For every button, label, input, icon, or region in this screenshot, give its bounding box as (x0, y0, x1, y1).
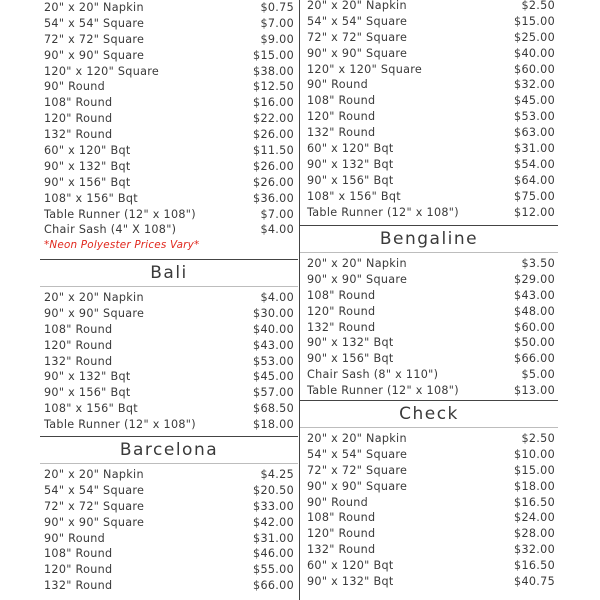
price-row (300, 189, 558, 205)
item-price: $16.00 (253, 96, 294, 110)
price-row (40, 0, 298, 16)
price-row (300, 93, 558, 109)
item-name: 90" x 156" Bqt (44, 175, 131, 189)
price-row (40, 191, 298, 207)
item-price: $68.50 (253, 402, 294, 416)
item-name: 132" Round (307, 320, 376, 334)
item-price: $12.00 (514, 205, 555, 219)
price-row (300, 335, 558, 351)
item-name: 72" x 72" Square (44, 499, 145, 513)
item-price: $36.00 (253, 191, 294, 205)
item-name: 108" Round (44, 547, 113, 561)
section-title-bengaline: Bengaline (379, 229, 479, 249)
item-price: $15.00 (514, 463, 555, 477)
price-row (300, 479, 558, 495)
item-price: $26.00 (253, 159, 294, 173)
item-price: $66.00 (253, 579, 294, 593)
item-price: $3.50 (521, 257, 555, 270)
price-row (40, 159, 298, 175)
price-row (40, 79, 298, 95)
item-price: $43.00 (514, 288, 555, 302)
price-row (300, 447, 558, 463)
price-row (300, 256, 558, 272)
item-name: 60" x 120" Bqt (44, 144, 131, 158)
price-row (40, 499, 298, 515)
item-name: 54" x 54" Square (307, 447, 408, 461)
item-price: $2.50 (521, 0, 555, 12)
item-name: 108" Round (44, 322, 113, 336)
price-row (300, 14, 558, 30)
price-row (300, 157, 558, 173)
price-row (300, 574, 558, 590)
price-row (40, 562, 298, 578)
item-price: $33.00 (253, 499, 294, 513)
item-name: 54" x 54" Square (44, 16, 145, 30)
price-row (300, 0, 558, 14)
item-price: $24.00 (514, 511, 555, 525)
item-price: $28.00 (514, 527, 555, 541)
price-row (300, 510, 558, 526)
item-price: $32.00 (514, 78, 555, 92)
price-row (300, 304, 558, 320)
item-price: $18.00 (514, 479, 555, 493)
price-row (300, 141, 558, 157)
item-price: $10.00 (514, 447, 555, 461)
item-name: 132" Round (307, 543, 376, 557)
section-bengaline (300, 225, 558, 399)
section-title-bali: Bali (150, 263, 188, 283)
item-price: $63.00 (514, 126, 555, 140)
item-price: $42.00 (253, 515, 294, 529)
item-price: $13.00 (514, 384, 555, 398)
item-price: $45.00 (514, 94, 555, 108)
price-row (300, 62, 558, 78)
item-name: 120" x 120" Square (44, 64, 160, 78)
item-price: $53.00 (514, 110, 555, 124)
item-price: $9.00 (260, 32, 294, 46)
price-row (300, 383, 558, 399)
item-price: $4.00 (260, 223, 294, 237)
price-row (40, 111, 298, 127)
item-price: $4.00 (260, 291, 294, 304)
item-name: 108" x 156" Bqt (44, 402, 138, 416)
item-name: 108" Round (307, 511, 376, 525)
item-price: $4.25 (260, 468, 294, 481)
item-name: 90" x 156" Bqt (44, 386, 131, 400)
section-bali (40, 259, 298, 433)
price-row (40, 338, 298, 354)
price-row (40, 290, 298, 306)
item-price: $15.00 (253, 48, 294, 62)
item-name: 90" x 90" Square (44, 306, 145, 320)
item-price: $11.50 (253, 144, 294, 158)
price-row (300, 46, 558, 62)
item-name: 132" Round (44, 354, 113, 368)
price-row (40, 95, 298, 111)
item-name: 132" Round (307, 126, 376, 140)
price-row (40, 175, 298, 191)
item-name: 90" x 90" Square (307, 46, 408, 60)
price-row (300, 367, 558, 383)
item-price: $20.50 (253, 483, 294, 497)
item-name: 20" x 20" Napkin (44, 291, 144, 304)
section-title-barcelona: Barcelona (119, 440, 219, 460)
item-price: $66.00 (514, 352, 555, 366)
price-row (40, 515, 298, 531)
item-name: 90" Round (307, 495, 369, 509)
item-price: $7.00 (260, 207, 294, 221)
item-name: 90" x 156" Bqt (307, 352, 394, 366)
item-name: 90" Round (307, 78, 369, 92)
item-price: $31.00 (514, 142, 555, 156)
price-row (40, 207, 298, 223)
item-price: $43.00 (253, 338, 294, 352)
item-price: $48.00 (514, 304, 555, 318)
item-name: 60" x 120" Bqt (307, 142, 394, 156)
item-name: 20" x 20" Napkin (307, 0, 407, 12)
price-row (40, 546, 298, 562)
item-price: $22.00 (253, 112, 294, 126)
item-name: 90" x 156" Bqt (307, 173, 394, 187)
price-row (40, 531, 298, 547)
price-row (40, 48, 298, 64)
item-name: Table Runner (12" x 108") (44, 207, 196, 221)
item-price: $15.00 (514, 14, 555, 28)
item-price: $54.00 (514, 157, 555, 171)
price-row (300, 109, 558, 125)
item-name: 72" x 72" Square (307, 463, 408, 477)
section-barcelona (40, 436, 298, 594)
item-name: 54" x 54" Square (44, 483, 145, 497)
item-price: $57.00 (253, 386, 294, 400)
price-row (40, 385, 298, 401)
price-row (300, 173, 558, 189)
item-name: Chair Sash (8" x 110") (307, 368, 439, 382)
item-price: $29.00 (514, 272, 555, 286)
item-price: $16.50 (514, 495, 555, 509)
item-price: $46.00 (253, 547, 294, 561)
item-price: $53.00 (253, 354, 294, 368)
item-price: $0.75 (260, 1, 294, 14)
item-name: 54" x 54" Square (307, 14, 408, 28)
price-row (300, 495, 558, 511)
price-row (300, 542, 558, 558)
item-price: $32.00 (514, 543, 555, 557)
item-name: 132" Round (44, 579, 113, 593)
item-name: 120" Round (44, 338, 113, 352)
item-name: 20" x 20" Napkin (307, 432, 407, 445)
item-name: 120" Round (44, 563, 113, 577)
item-price: $40.75 (514, 575, 555, 589)
section-title-check: Check (399, 404, 459, 424)
price-row (40, 578, 298, 594)
price-row (300, 463, 558, 479)
price-list-top-left (40, 0, 298, 253)
price-row (300, 351, 558, 367)
price-row (40, 401, 298, 417)
item-price: $55.00 (253, 563, 294, 577)
item-name: 90" x 132" Bqt (44, 159, 131, 173)
price-row (300, 526, 558, 542)
item-name: 20" x 20" Napkin (44, 1, 144, 14)
item-name: 90" x 132" Bqt (44, 370, 131, 384)
item-price: $38.00 (253, 64, 294, 78)
price-row (300, 431, 558, 447)
item-price: $50.00 (514, 336, 555, 350)
item-name: 120" Round (307, 527, 376, 541)
item-name: 108" Round (307, 94, 376, 108)
price-row (40, 483, 298, 499)
section-check (300, 400, 558, 590)
price-row (40, 354, 298, 370)
neon-price-note: *Neon Polyester Prices Vary* (44, 239, 200, 252)
price-row (300, 272, 558, 288)
price-row (40, 369, 298, 385)
item-price: $26.00 (253, 128, 294, 142)
price-row (40, 467, 298, 483)
item-price: $64.00 (514, 173, 555, 187)
item-name: 90" x 90" Square (307, 272, 408, 286)
price-list-top-right (300, 0, 558, 220)
item-price: $26.00 (253, 175, 294, 189)
item-price: $18.00 (253, 418, 294, 432)
item-name: Table Runner (12" x 108") (307, 384, 459, 398)
item-name: 20" x 20" Napkin (44, 468, 144, 481)
item-price: $16.50 (514, 559, 555, 573)
item-name: 90" x 132" Bqt (307, 575, 394, 589)
price-row (300, 558, 558, 574)
item-price: $40.00 (253, 322, 294, 336)
price-row (40, 306, 298, 322)
item-price: $5.00 (521, 368, 555, 382)
item-name: 72" x 72" Square (44, 32, 145, 46)
item-name: 108" x 156" Bqt (307, 189, 401, 203)
item-price: $40.00 (514, 46, 555, 60)
item-price: $45.00 (253, 370, 294, 384)
item-price: $60.00 (514, 62, 555, 76)
price-row (40, 127, 298, 143)
item-name: 108" Round (44, 96, 113, 110)
item-name: 120" Round (307, 304, 376, 318)
item-name: Chair Sash (4" X 108") (44, 223, 177, 237)
item-name: 120" Round (307, 110, 376, 124)
item-name: 90" x 90" Square (44, 48, 145, 62)
price-row (300, 77, 558, 93)
price-row (40, 417, 298, 433)
price-row (40, 222, 298, 238)
item-name: Table Runner (12" x 108") (307, 205, 459, 219)
item-price: $25.00 (514, 30, 555, 44)
price-row (300, 205, 558, 221)
item-price: $31.00 (253, 531, 294, 545)
item-price: $7.00 (260, 16, 294, 30)
price-row (40, 32, 298, 48)
item-price: $12.50 (253, 80, 294, 94)
item-name: 90" Round (44, 80, 106, 94)
price-row (40, 322, 298, 338)
item-name: 108" x 156" Bqt (44, 191, 138, 205)
item-name: 132" Round (44, 128, 113, 142)
price-row (300, 125, 558, 141)
item-name: 120" x 120" Square (307, 62, 423, 76)
item-name: 90" Round (44, 531, 106, 545)
item-name: 108" Round (307, 288, 376, 302)
item-price: $2.50 (521, 432, 555, 445)
price-row (40, 143, 298, 159)
item-name: 90" x 132" Bqt (307, 336, 394, 350)
item-name: 120" Round (44, 112, 113, 126)
item-name: 20" x 20" Napkin (307, 257, 407, 270)
price-row (300, 288, 558, 304)
price-row (40, 16, 298, 32)
item-name: 72" x 72" Square (307, 30, 408, 44)
item-name: 90" x 90" Square (44, 515, 145, 529)
price-row (300, 30, 558, 46)
item-name: 60" x 120" Bqt (307, 559, 394, 573)
item-price: $30.00 (253, 306, 294, 320)
item-name: 90" x 132" Bqt (307, 157, 394, 171)
item-price: $60.00 (514, 320, 555, 334)
item-price: $75.00 (514, 189, 555, 203)
price-row (300, 320, 558, 336)
item-name: Table Runner (12" x 108") (44, 418, 196, 432)
item-name: 90" x 90" Square (307, 479, 408, 493)
price-row (40, 64, 298, 80)
